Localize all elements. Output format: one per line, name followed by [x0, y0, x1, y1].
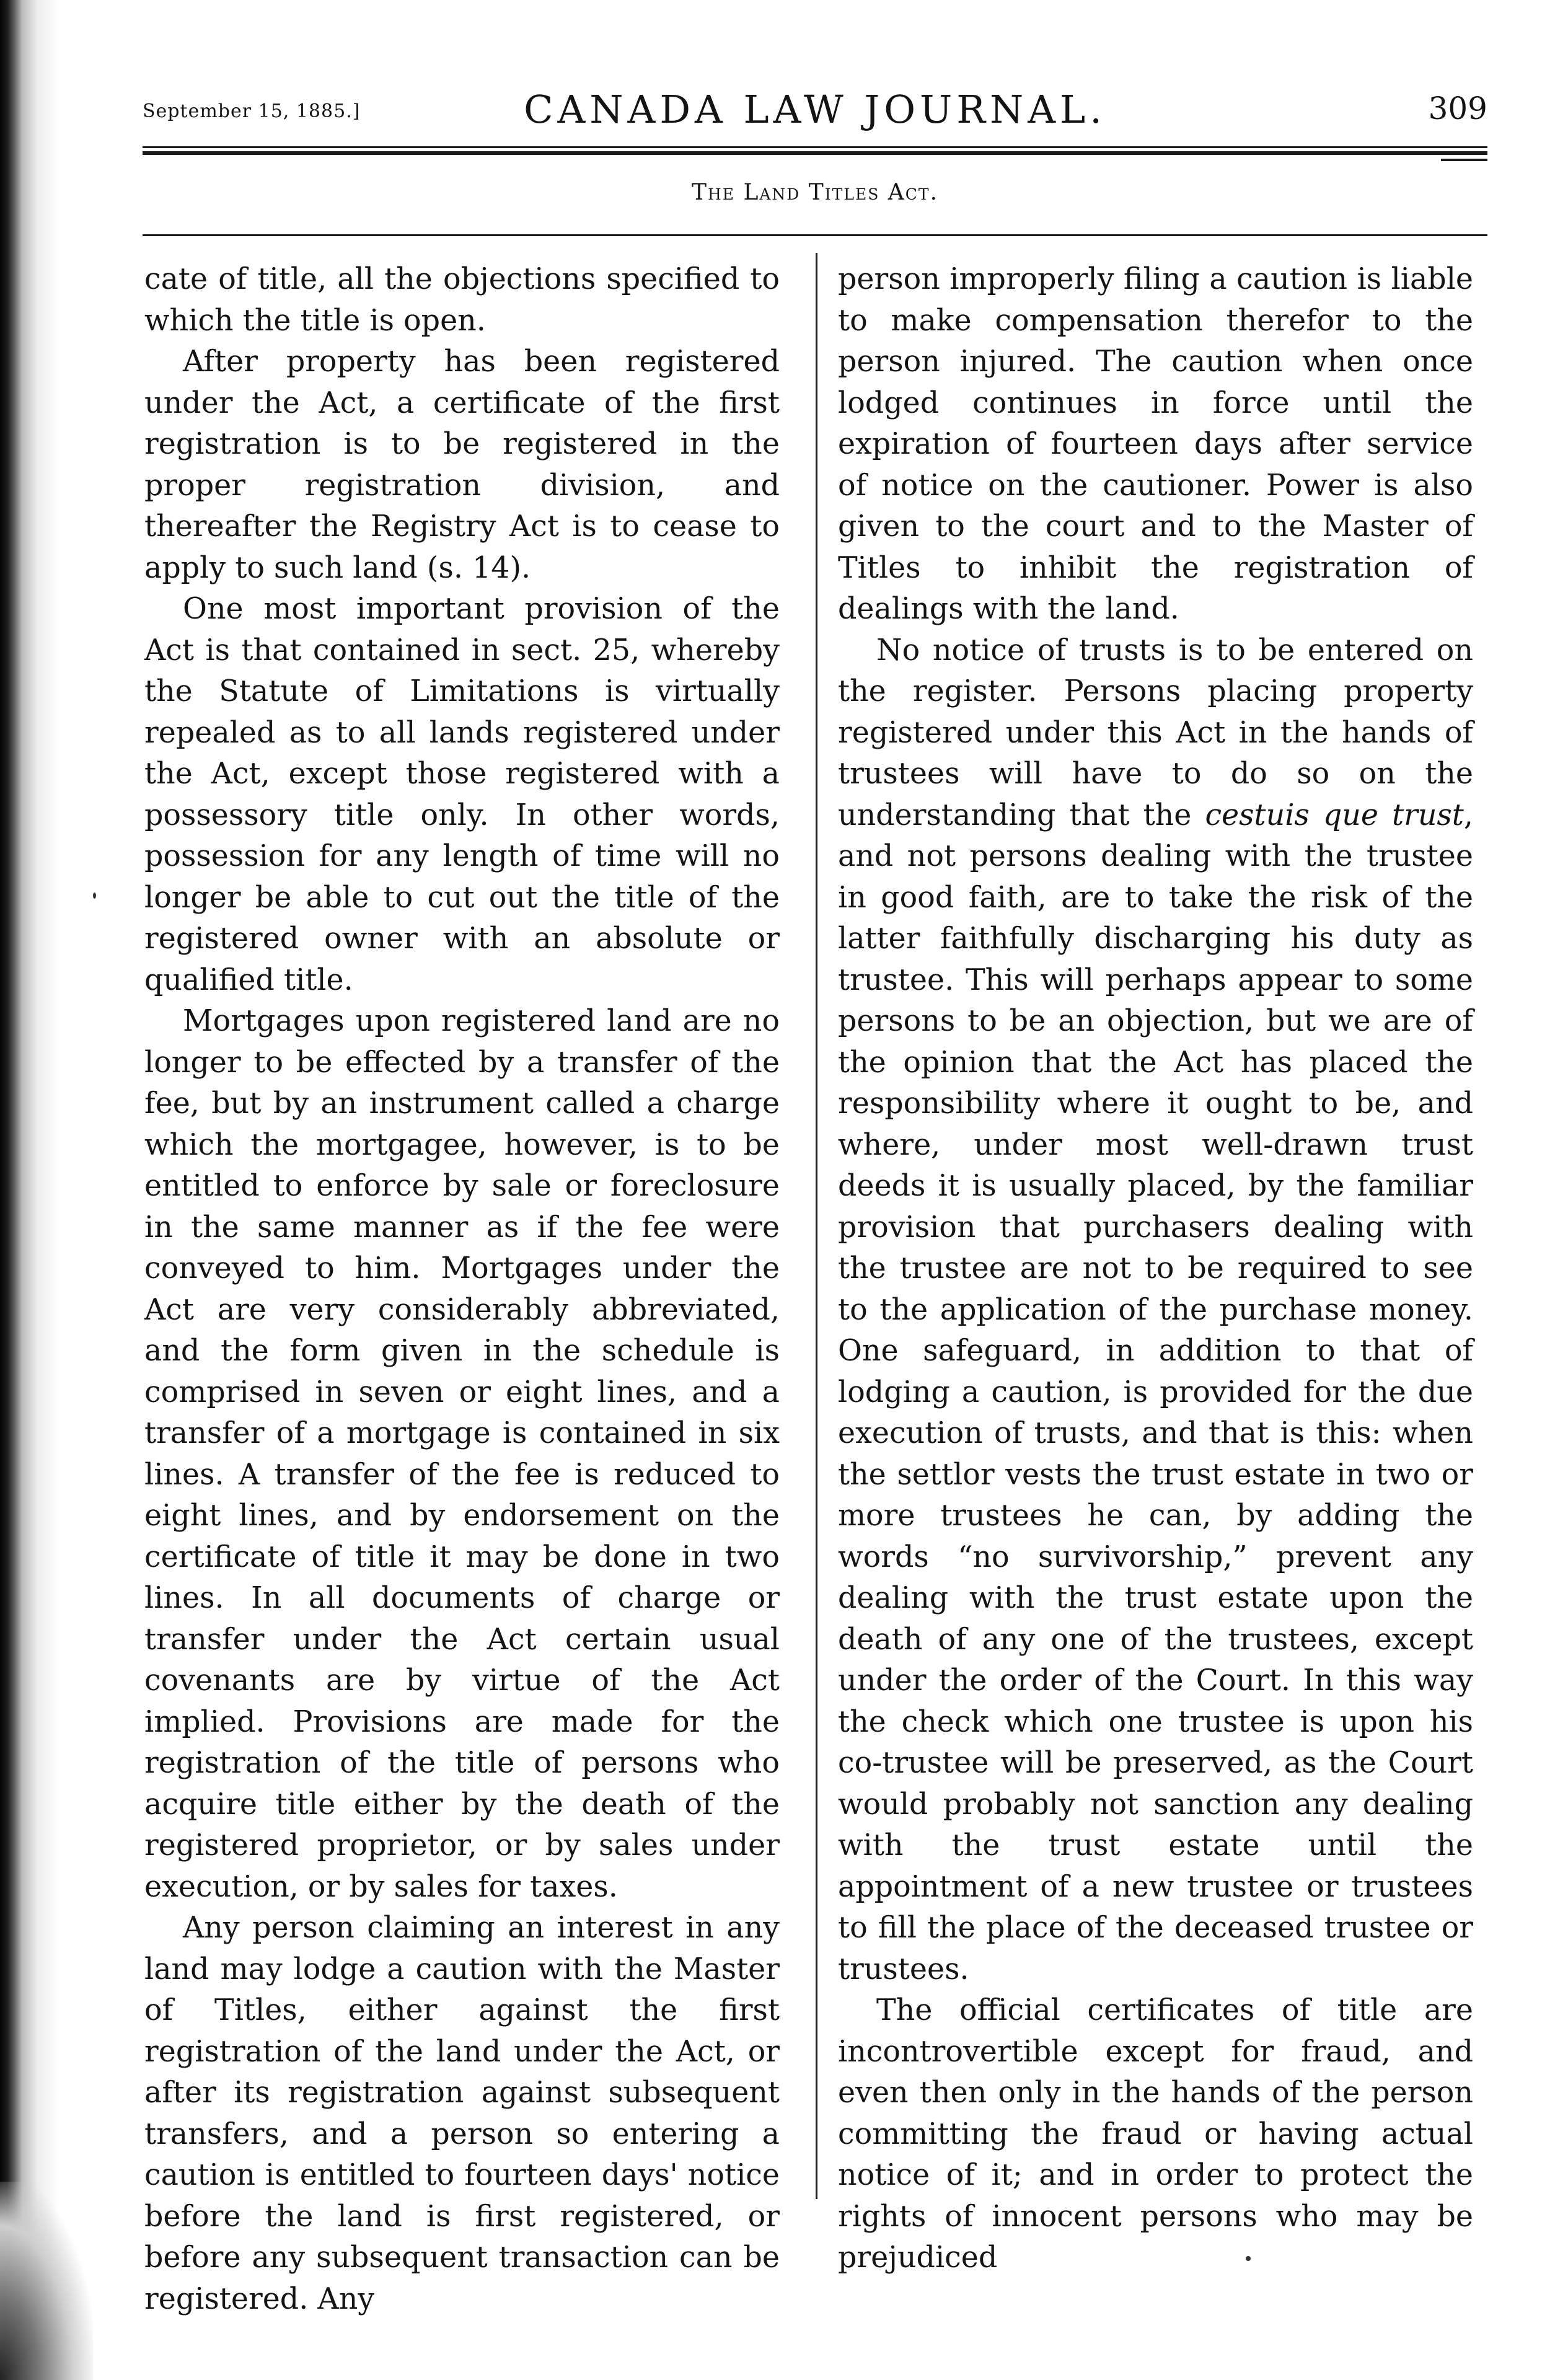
header-rule-thick [143, 151, 1487, 155]
left-column [144, 259, 780, 2320]
page-number: 309 [1428, 90, 1487, 126]
journal-title: CANADA LAW JOURNAL. [524, 87, 1106, 132]
section-rule [143, 234, 1487, 236]
paragraph: cate of title, all the objections specified to which the title is open. [144, 262, 780, 338]
paragraph-text: No notice of trusts is to be entered on the register. Persons placing property registered under this Act in the hands of trustees will have to do so on the understanding that the [838, 633, 1473, 832]
paragraph: After property has been registered under the Act, a certificate of the first registration is to be registered in the proper registration division, and thereafter the Registry Act is to cease to apply to such land (s. 14). [144, 345, 780, 585]
paragraph: One most important provision of the Act is that contained in sect. 25, whereby the Statute of Limitations is virtually repealed as to all lands registered under the Act, except those registered with a possessory title only. In other words, possession for any length of time will no longer be able to cut out the title of the registered owner with an absolute or qualified title. [144, 592, 780, 997]
ink-speck [1246, 2256, 1251, 2261]
paragraph: person improperly filing a caution is liable to make compensation therefor to the person injured. The caution when once lodged continues in force until the expiration of fourteen days after service of notice on the cautioner. Power is also given to the court and to the Master of Titles to inhibit the registration of dealings with the land. [838, 262, 1473, 626]
paragraph: The official certificates of title are incontrovertible except for fraud, and even then only in the hands of the person committing the fraud or having actual notice of it; and in order to protect the rights of innocent persons who may be prejudiced [838, 1993, 1473, 2275]
ink-speck [93, 892, 96, 899]
running-head [143, 87, 1487, 143]
paragraph: Mortgages upon registered land are no longer to be effected by a transfer of the fee, but by an instrument called a charge which the mortgagee, however, is to be entitled to enforce by sale or foreclosure in the same manner as if the fee were conveyed to him. Mortgages under the Act are very considerably abbreviated, and the form given in the schedule is comprised in seven or eight lines, and a transfer of a mortgage is contained in six lines. A transfer of the fee is reduced to eight lines, and by endorsement on the certificate of title it may be done in two lines. In all documents of charge or transfer under the Act certain usual covenants are by virtue of the Act implied. Provisions are made for the registration of the title of persons who acquire title either by the death of the registered proprietor, or by sales under execution, or by sales for taxes. [144, 1004, 780, 1904]
section-title: The Land Titles Act. [691, 180, 939, 205]
book-spine-shadow [0, 0, 59, 2380]
right-column [838, 259, 1473, 2279]
issue-date: September 15, 1885.] [143, 100, 361, 122]
paragraph [838, 630, 1473, 1991]
page-corner-stain [0, 2182, 93, 2380]
header-rule-accent [1441, 159, 1487, 161]
header-rule-thin [143, 146, 1487, 148]
paragraph-text: , and not persons dealing with the trustee in good faith, are to take the risk of the latter faithfully discharging his duty as trustee. This will perhaps appear to some persons to be an objection, but we are of the opinion that the Act has placed the responsibility where it ought to be, and where, under most well-drawn trust deeds it is usually placed, by the familiar provision that purchasers dealing with the trustee are not to be required to see to the application of the purchase money. One safeguard, in addition to that of lodging a caution, is provided for the due execution of trusts, and that is this: when the settlor vests the trust estate in two or more trustees he can, by adding the words “no survivorship,” prevent any dealing with the trust estate upon the death of any one of the trustees, except under the order of the Court. In this way the check which one trustee is upon his co-trustee will be preserved, as the Court would probably not sanction any dealing with the trust estate until the appointment of a new trustee or trustees to fill the place of the deceased trustee or trustees. [838, 798, 1473, 1986]
column-divider [816, 253, 817, 2199]
paragraph: Any person claiming an interest in any land may lodge a caution with the Master of Titles, either against the first registration of the land under the Act, or after its registration against subsequent transfers, and a person so entering a caution is entitled to fourteen days' notice before the land is first registered, or before any subsequent transaction can be registered. Any [144, 1911, 780, 2316]
latin-term: cestuis que trust [1205, 798, 1464, 832]
